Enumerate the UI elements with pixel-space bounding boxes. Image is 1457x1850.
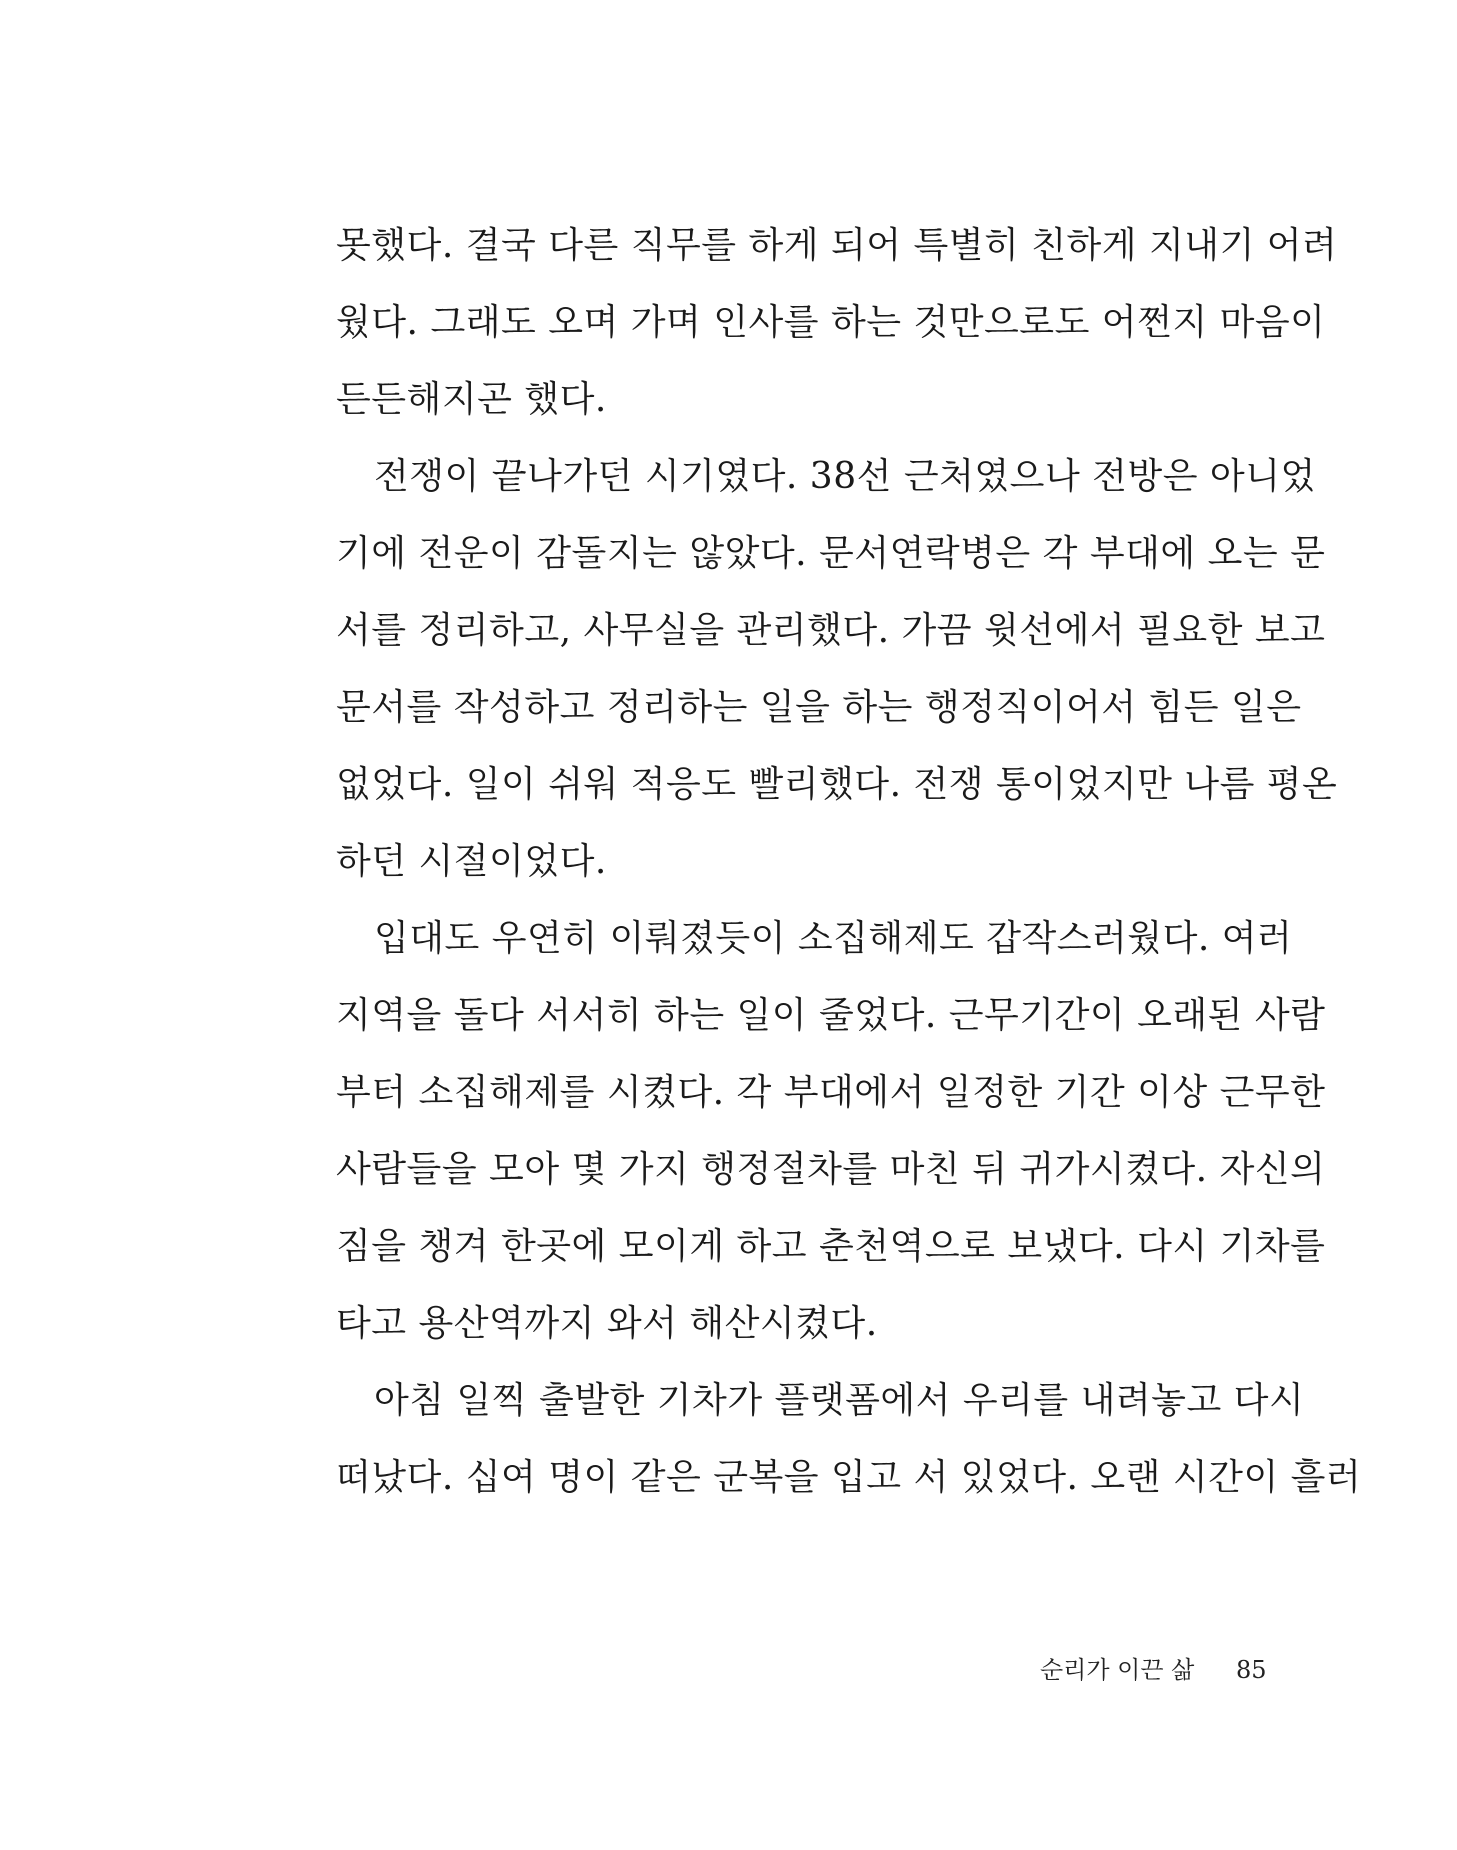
text-line: 짐을 챙겨 한곳에 모이게 하고 춘천역으로 보냈다. 다시 기차를 xyxy=(336,1226,1326,1267)
text-line: 사람들을 모아 몇 가지 행정절차를 마친 뒤 귀가시켰다. 자신의 xyxy=(336,1149,1326,1190)
text-line: 전쟁이 끝나가던 시기였다. 38선 근처였으나 전방은 아니었 xyxy=(374,456,1316,497)
text-line: 아침 일찍 출발한 기차가 플랫폼에서 우리를 내려놓고 다시 xyxy=(374,1380,1305,1421)
page-number: 85 xyxy=(1236,1656,1267,1684)
paragraph-4 xyxy=(336,1375,1362,1529)
body-text xyxy=(336,220,1362,1529)
text-line: 타고 용산역까지 와서 해산시켰다. xyxy=(336,1303,878,1344)
text-line: 떠났다. 십여 명이 같은 군복을 입고 서 있었다. 오랜 시간이 흘러 xyxy=(336,1457,1362,1498)
text-line: 웠다. 그래도 오며 가며 인사를 하는 것만으로도 어쩐지 마음이 xyxy=(336,302,1326,343)
text-line: 부터 소집해제를 시켰다. 각 부대에서 일정한 기간 이상 근무한 xyxy=(336,1072,1326,1113)
paragraph-3 xyxy=(336,913,1326,1375)
text-line: 기에 전운이 감돌지는 않았다. 문서연락병은 각 부대에 오는 문 xyxy=(336,533,1326,574)
text-line: 문서를 작성하고 정리하는 일을 하는 행정직이어서 힘든 일은 xyxy=(336,687,1302,728)
text-line: 서를 정리하고, 사무실을 관리했다. 가끔 윗선에서 필요한 보고 xyxy=(336,610,1326,651)
text-line: 없었다. 일이 쉬워 적응도 빨리했다. 전쟁 통이었지만 나름 평온 xyxy=(336,764,1338,805)
paragraph-2 xyxy=(336,451,1338,913)
paragraph-1 xyxy=(336,220,1338,451)
page-footer xyxy=(1040,1650,1267,1685)
text-line: 하던 시절이었다. xyxy=(336,841,607,882)
text-line: 든든해지곤 했다. xyxy=(336,379,607,420)
text-line: 지역을 돌다 서서히 하는 일이 줄었다. 근무기간이 오래된 사람 xyxy=(336,995,1326,1036)
text-line: 못했다. 결국 다른 직무를 하게 되어 특별히 친하게 지내기 어려 xyxy=(336,225,1338,266)
running-title: 순리가 이끈 삶 xyxy=(1040,1656,1195,1684)
text-line: 입대도 우연히 이뤄졌듯이 소집해제도 갑작스러웠다. 여러 xyxy=(374,918,1293,959)
